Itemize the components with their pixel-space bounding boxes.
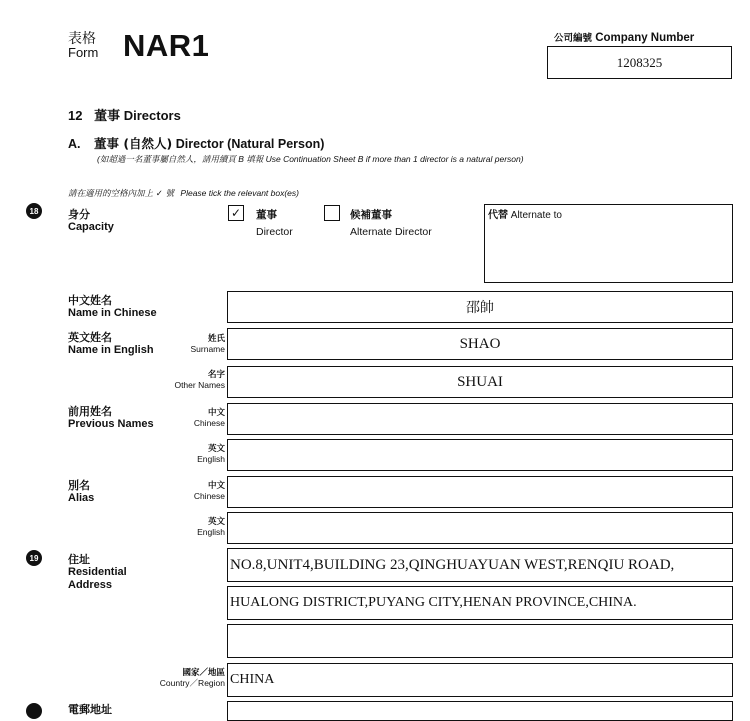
name-chinese-value: 邵帥 [466, 300, 494, 316]
company-number-field[interactable] [547, 46, 732, 79]
section-heading [68, 105, 181, 124]
company-number-label-en: Company Number [595, 32, 695, 44]
company-number-label [554, 30, 694, 44]
form-label-en: Form [68, 45, 99, 60]
surname-field[interactable] [227, 328, 733, 360]
form-label-zh: 表格 [68, 31, 96, 47]
surname-sublabel [191, 334, 226, 354]
tick-instruction-en: Please tick the relevant box(es) [180, 188, 299, 198]
country-region-sublabel [160, 668, 225, 688]
other-names-sublabel-en: Other Names [174, 380, 225, 390]
company-number-value: 1208325 [616, 54, 663, 70]
previous-chinese-sublabel-en: Chinese [193, 418, 225, 428]
alias-chinese-sublabel-en: Chinese [193, 491, 225, 501]
name-chinese-label [68, 294, 157, 320]
name-english-label [68, 331, 154, 357]
alias-english-sublabel-zh: 英文 [207, 517, 225, 527]
alias-english-field[interactable] [227, 512, 733, 544]
item-marker-20 [26, 703, 42, 719]
alias-chinese-field[interactable] [227, 476, 733, 508]
section-title-en: Directors [123, 108, 181, 123]
surname-sublabel-en: Surname [190, 344, 225, 354]
previous-english-sublabel-en: English [197, 454, 225, 464]
previous-names-english-field[interactable] [227, 439, 733, 471]
previous-chinese-sublabel-zh: 中文 [207, 408, 225, 418]
residential-address-label-en-2: Address [68, 579, 113, 591]
country-region-value: CHINA [230, 672, 275, 687]
previous-names-label [68, 405, 154, 431]
previous-names-chinese-field[interactable] [227, 403, 733, 435]
item-marker-18: 18 [26, 203, 42, 219]
director-label-en: Director [256, 226, 293, 238]
alternate-director-label-en: Alternate Director [350, 226, 432, 238]
tick-instruction-zh: 請在適用的空格內加上 ✓ 號 [68, 189, 175, 199]
capacity-label [68, 208, 114, 234]
section-number: 12 [68, 108, 83, 123]
previous-names-label-zh: 前用姓名 [68, 405, 112, 418]
address-line-2-value: HUALONG DISTRICT,PUYANG CITY,HENAN PROVINCE,CHINA. [230, 595, 637, 610]
capacity-label-en: Capacity [68, 221, 114, 233]
alias-chinese-sublabel [194, 481, 225, 501]
subsection-title-en: Director (Natural Person) [175, 137, 325, 151]
country-region-sublabel-en: Country／Region [159, 678, 225, 688]
surname-sublabel-zh: 姓氏 [207, 334, 225, 344]
alias-chinese-sublabel-zh: 中文 [207, 481, 225, 491]
name-english-label-en: Name in English [68, 344, 154, 356]
surname-value: SHAO [459, 335, 501, 352]
other-names-field[interactable] [227, 366, 733, 398]
other-names-sublabel-zh: 名字 [207, 370, 225, 380]
section-title-zh: 董事 [94, 109, 121, 124]
tick-instruction [68, 187, 299, 199]
alias-english-sublabel-en: English [197, 527, 225, 537]
company-number-label-zh: 公司編號 [554, 33, 593, 44]
subsection-title-zh: 董事 (自然人) [93, 136, 173, 151]
form-code: NAR1 [123, 28, 210, 63]
other-names-sublabel [174, 370, 225, 390]
address-line-2-field[interactable] [227, 586, 733, 620]
alternate-director-label-zh: 候補董事 [350, 209, 392, 221]
alternate-director-checkbox[interactable] [324, 205, 340, 221]
subsection-heading [68, 134, 324, 152]
address-line-1-field[interactable] [227, 548, 733, 582]
previous-chinese-sublabel [194, 408, 225, 428]
residential-address-label-en-1: Residential [68, 566, 127, 578]
previous-english-sublabel [197, 444, 225, 464]
name-english-label-zh: 英文姓名 [68, 331, 112, 344]
residential-address-label [68, 553, 127, 592]
continuation-note: (如超過一名董事屬自然人，請用續頁 B 填報 Use Continuation Sheet B if more than 1 director is a natural person) [97, 154, 524, 164]
previous-english-sublabel-zh: 英文 [207, 444, 225, 454]
capacity-label-zh: 身分 [68, 208, 90, 221]
email-address-label-zh: 電郵地址 [68, 703, 112, 716]
alias-label [68, 479, 94, 505]
address-line-1-value: NO.8,UNIT4,BUILDING 23,QINGHUAYUAN WEST,RENQIU ROAD, [230, 556, 675, 573]
subsection-letter: A. [68, 137, 81, 151]
name-chinese-label-en: Name in Chinese [68, 307, 157, 319]
residential-address-label-zh: 住址 [68, 553, 90, 566]
item-marker-19: 19 [26, 550, 42, 566]
alias-label-en: Alias [68, 492, 95, 504]
alternate-to-label-en: Alternate to [510, 210, 562, 221]
alias-english-sublabel [197, 517, 225, 537]
name-chinese-field[interactable] [227, 291, 733, 323]
alternate-to-label-zh: 代替 [488, 210, 508, 221]
other-names-value: SHUAI [457, 373, 503, 390]
name-chinese-label-zh: 中文姓名 [68, 294, 112, 307]
country-region-sublabel-zh: 國家／地區 [182, 668, 225, 678]
country-region-field[interactable] [227, 663, 733, 697]
previous-names-label-en: Previous Names [68, 418, 154, 430]
director-checkbox[interactable]: ✓ [228, 205, 244, 221]
email-address-field[interactable] [227, 701, 733, 721]
address-line-3-field[interactable] [227, 624, 733, 658]
director-label-zh: 董事 [256, 209, 277, 221]
alternate-to-field[interactable] [484, 204, 733, 283]
alias-label-zh: 別名 [68, 479, 90, 492]
